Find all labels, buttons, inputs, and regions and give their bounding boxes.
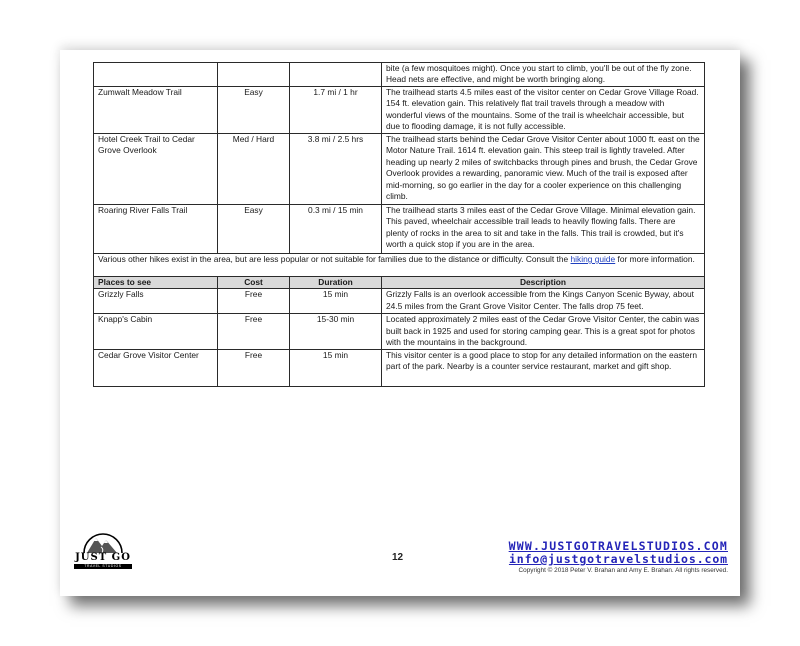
header-places: Places to see bbox=[94, 277, 218, 289]
place-cost: Free bbox=[218, 289, 290, 314]
place-duration: 15 min bbox=[290, 349, 382, 386]
hike-description: The trailhead starts 3 miles east of the Cedar Grove Village. Minimal elevation gain. This paved, wheelchair accessible trail leads to heavily flowing falls. There are plenty of rocks in the area to sit and take in the falls. This trail is crowded, but it's worth a quick stop if you are in the area. bbox=[382, 205, 705, 254]
place-description: Grizzly Falls is an overlook accessible from the Kings Canyon Scenic Byway, about 24.5 miles from the Grant Grove Visitor Center. The falls drop 75 feet. bbox=[382, 289, 705, 314]
place-name: Grizzly Falls bbox=[94, 289, 218, 314]
header-description: Description bbox=[382, 277, 705, 289]
table-row bbox=[94, 63, 705, 87]
place-description: Located approximately 2 miles east of the Cedar Grove Visitor Center, the cabin was built back in 1925 and used for storing camping gear. This is a great spot for photos with the mountains in the background. bbox=[382, 314, 705, 349]
hike-name: Roaring River Falls Trail bbox=[94, 205, 218, 254]
place-name: Cedar Grove Visitor Center bbox=[94, 349, 218, 386]
hike-difficulty: Med / Hard bbox=[218, 134, 290, 205]
place-duration: 15 min bbox=[290, 289, 382, 314]
mountain-logo-icon bbox=[72, 530, 134, 554]
hike-difficulty bbox=[218, 63, 290, 87]
note-row bbox=[94, 254, 705, 277]
place-description: This visitor center is a good place to stop for any detailed information on the eastern part of the park. Nearby is a counter service restaurant, market and gift shop. bbox=[382, 349, 705, 386]
logo-subtext: TRAVEL STUDIOS bbox=[74, 564, 132, 569]
just-go-logo bbox=[72, 530, 134, 572]
note-text-end: for more information. bbox=[615, 254, 695, 264]
table-row bbox=[94, 205, 705, 254]
hike-distance: 3.8 mi / 2.5 hrs bbox=[290, 134, 382, 205]
activities-table bbox=[93, 62, 705, 387]
hike-name: Zumwalt Meadow Trail bbox=[94, 87, 218, 134]
table-row bbox=[94, 314, 705, 349]
hiking-guide-link[interactable]: hiking guide bbox=[570, 254, 616, 264]
header-cost: Cost bbox=[218, 277, 290, 289]
logo-text: JUST GO bbox=[75, 552, 131, 563]
email-link[interactable]: info@justgotravelstudios.com bbox=[508, 552, 728, 566]
other-hikes-note bbox=[94, 254, 705, 277]
hike-description: The trailhead starts behind the Cedar Grove Visitor Center about 1000 ft. east on the Motor Nature Trail. 1614 ft. elevation gain. This steep trail is lightly traveled. After heading up nearly 2 miles of switchbacks through pines and brush, the Cedar Grove Overlook provides a rewarding, panoramic view. Much of the trail is exposed after mid-morning, so go earlier in the day for a cooler experience on this challenging climb. bbox=[382, 134, 705, 205]
place-cost: Free bbox=[218, 349, 290, 386]
place-name: Knapp's Cabin bbox=[94, 314, 218, 349]
header-duration: Duration bbox=[290, 277, 382, 289]
document-page bbox=[60, 50, 740, 596]
footer-contact bbox=[509, 540, 728, 575]
table-row bbox=[94, 289, 705, 314]
copyright-text: Copyright © 2018 Peter V. Brahan and Amy E. Brahan. All rights reserved. bbox=[518, 567, 728, 574]
hike-description: The trailhead starts 4.5 miles east of the visitor center on Cedar Grove Village Road. 154 ft. elevation gain. This relatively flat trail travels through a meadow with wonderful views of the mountains. Some of the trail is wheelchair accessible, but due to flooding damage, it is not fully accessible. bbox=[382, 87, 705, 134]
hike-name: Hotel Creek Trail to Cedar Grove Overlook bbox=[94, 134, 218, 205]
place-duration: 15-30 min bbox=[290, 314, 382, 349]
hike-distance: 0.3 mi / 15 min bbox=[290, 205, 382, 254]
website-link[interactable]: WWW.JUSTGOTRAVELSTUDIOS.COM bbox=[508, 539, 728, 553]
table-row bbox=[94, 134, 705, 205]
table-row bbox=[94, 349, 705, 386]
hike-name bbox=[94, 63, 218, 87]
hike-distance bbox=[290, 63, 382, 87]
place-cost: Free bbox=[218, 314, 290, 349]
hike-difficulty: Easy bbox=[218, 205, 290, 254]
page-number: 12 bbox=[392, 552, 404, 563]
note-text: Various other hikes exist in the area, but are less popular or not suitable for families due to the distance or difficulty. Consult the bbox=[98, 254, 571, 264]
hike-difficulty: Easy bbox=[218, 87, 290, 134]
table-row bbox=[94, 87, 705, 134]
places-header-row bbox=[94, 277, 705, 289]
hike-distance: 1.7 mi / 1 hr bbox=[290, 87, 382, 134]
hike-description: bite (a few mosquitoes might). Once you start to climb, you'll be out of the fly zone. Head nets are effective, and might be worth bringing along. bbox=[382, 63, 705, 87]
